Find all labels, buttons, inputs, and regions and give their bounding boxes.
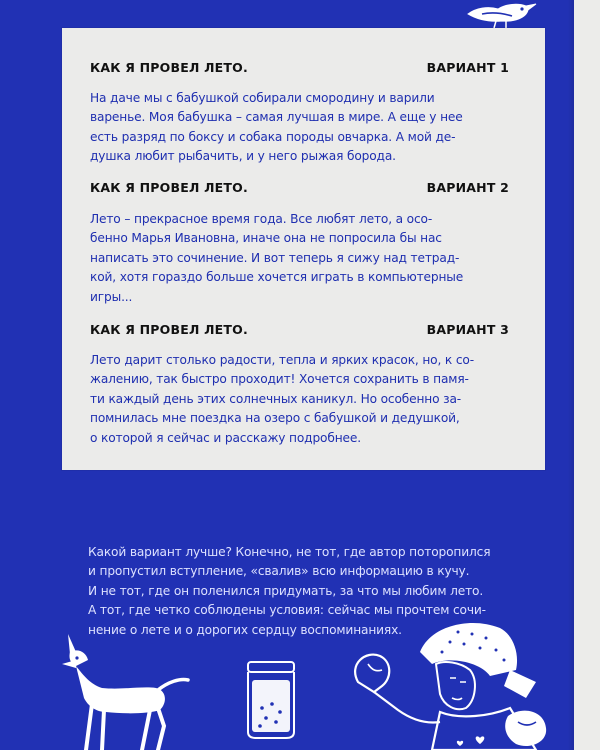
variant-3-title: КАК Я ПРОВЕЛ ЛЕТО. <box>90 321 248 337</box>
variant-1-text <box>90 89 505 167</box>
text-line: душка любит рыбачить, и у него рыжая борода. <box>90 149 396 164</box>
text-line: помнилась мне поездка на озеро с бабушкой и дедушкой, <box>90 411 460 426</box>
variant-3-text <box>90 351 505 448</box>
variant-2-label: ВАРИАНТ 2 <box>426 179 509 195</box>
dog-icon <box>40 630 190 750</box>
variant-2-text <box>90 210 505 307</box>
text-line: написать это сочинение. И вот теперь я сижу над тетрад- <box>90 250 460 265</box>
variant-2-header <box>90 178 509 196</box>
text-line: есть разряд по боксу и собака породы овчарка. А мой де- <box>90 129 456 144</box>
essay-card <box>62 28 545 470</box>
variant-3-label: ВАРИАНТ 3 <box>426 321 509 337</box>
text-line: жалению, так быстро проходит! Хочется сохранить в памя- <box>90 372 469 387</box>
text-line: нение о лете и о дорогих сердцу воспоминаниях. <box>88 622 402 637</box>
text-line: Какой вариант лучше? Конечно, не тот, где автор поторопился <box>88 545 491 559</box>
text-line: И не тот, где он поленился придумать, за что мы любим лето. <box>88 583 484 598</box>
text-line: ти каждый день этих солнечных каникул. Но особенно за- <box>90 391 462 406</box>
text-line: кой, хотя гораздо больше хочется играть в компьютерные <box>90 270 464 285</box>
text-line: бенно Марья Ивановна, иначе она не попросила бы нас <box>90 231 442 246</box>
boxing-grandma-icon <box>340 612 572 750</box>
page-edge <box>574 0 600 750</box>
variant-1-label: ВАРИАНТ 1 <box>426 59 509 75</box>
text-line: и пропустил вступление, «свалив» всю информацию в кучу. <box>88 564 470 579</box>
text-line: варенье. Моя бабушка – самая лучшая в мире. А еще у нее <box>90 110 463 125</box>
bird-icon <box>462 0 542 28</box>
variant-1-title: КАК Я ПРОВЕЛ ЛЕТО. <box>90 59 248 75</box>
text-line: игры... <box>90 289 133 304</box>
variant-1-header <box>90 58 509 76</box>
text-line: Лето дарит столько радости, тепла и ярких красок, но, к со- <box>90 353 474 367</box>
variant-3-header <box>90 320 509 338</box>
text-line: Лето – прекрасное время года. Все любят лето, а осо- <box>90 212 433 226</box>
variant-2-title: КАК Я ПРОВЕЛ ЛЕТО. <box>90 179 248 195</box>
jam-jar-icon <box>242 660 300 740</box>
text-line: А тот, где четко соблюдены условия: сейчас мы прочтем сочи- <box>88 603 486 618</box>
text-line: о которой я сейчас и расскажу подробнее. <box>90 430 361 445</box>
text-line: На даче мы с бабушкой собирали смородину и варили <box>90 91 435 105</box>
